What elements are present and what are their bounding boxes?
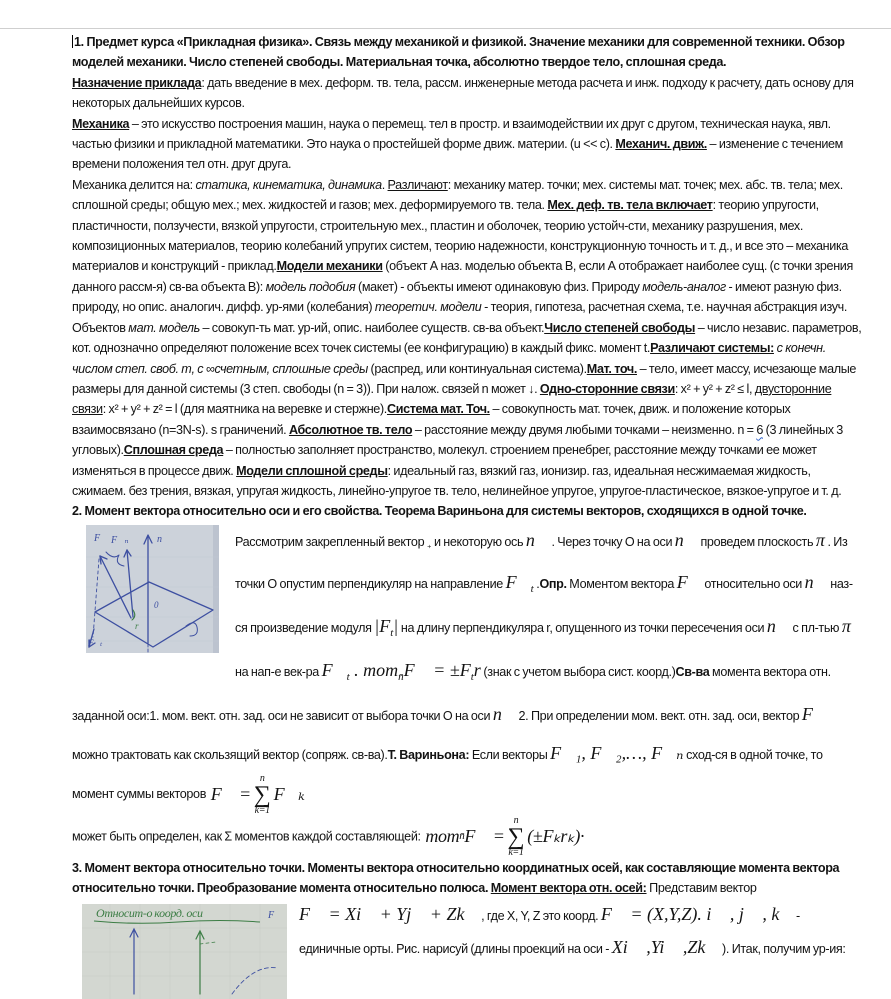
fig1-label-n: n⃗ — [157, 533, 170, 545]
sum-lower-limit: k=1 — [508, 846, 524, 858]
fig1-label-r: r — [135, 620, 139, 631]
sum-lower-limit: k=1 — [254, 804, 270, 816]
moment-of-vector-diagram-image — [86, 525, 219, 653]
topic-2-body — [72, 522, 862, 858]
mechanics-definition-paragraph: Механика – это искусство построения машин, наука о перемещ. тел в простр. и взаимодействии их друг с другом, техническая наука, явл. частью физики и прикладной математики. Это наука о простейшей форме движ. материи. (u << c). Механич. движ. – изменение с течением времени положения тел отн. друг друга. — [72, 116, 843, 172]
formula-lhs: F⃗ = — [210, 784, 251, 805]
fig1-label-o: 0 — [154, 599, 159, 610]
sigma-symbol: ∑ — [253, 781, 271, 808]
hand-drawn-coordinate-axes-sketch — [82, 904, 287, 999]
text-cursor — [72, 35, 73, 48]
topic-3-text: F⃗ = Xi⃗ + Yj⃗ + Zk⃗ , где X, Y, Z это коорд. F⃗ = (X,Y,Z). i⃗ , j⃗ , k⃗ - единичные орты. Рис. нарисуй (длины проекций на оси - Xi⃗ ,Yi⃗ ,Zk⃗ ). Итак, получим ур-ия: — [299, 903, 846, 957]
fig2-label-f: F⃗ — [268, 909, 282, 921]
purpose-paragraph: Назначение приклада: дать введение в мех. деформ. тв. тела, рассм. инженерные метода расчета и инж. подходу к расчету, дать основу для некоторых дальнейших курсов. — [72, 75, 854, 111]
sigma-symbol: ∑ — [507, 823, 525, 850]
moment-sum-formula — [425, 816, 584, 858]
fig1-label-f: F⃗ — [94, 532, 108, 544]
hand-drawn-axis-moment-diagram — [86, 525, 219, 653]
mechanics-models-paragraph: Механика делится на: статика, кинематика, динамика. Различают: механику матер. точки; мех. системы мат. точек; мех. абс. тв. тела; мех. сплошной среды; общую мех.; мех. жидкостей и газов; мех. деформируемого тв. тела. Мех. деф. тв. тела включает: теорию упругости, пластичности, ползучести, вязкой упругости, строительную мех., пластин и оболочек, теорию устойч-сти, механику разрушения, мех. композиционных материалов, теорию колебаний упругих систем, теорию надежности, конструкционную точность и т. д., и все это – механика материалов и конструкций - приклад.Модели механики (объект А наз. моделью объекта В, если А отображает наиболее сущ. (с точки зрения данного рассм-я) св-ва объекта В): модель подобия (макет) - объекты имеют одинаковую физ. Природу модель-аналог - имеют разную физ. природу, но опис. аналогич. дифф. ур-ями (колебания) теоретич. модели - теория, гипотеза, расчетная схема, т.е. научная абстракция изуч. Объектов мат. модель – совокуп-ть мат. ур-ий, опис. наиболее существ. св-ва объект.Число степеней свободы – число независ. параметров, кот. однозначно определяют положение всех точек системы (ее конфигурацию) в каждый фикс. момент t.Различают системы: с конечн. числом степ. своб. m, с ∞счетным, сплошные среды (распред, или континуальная система).Мат. точ. – тело, имеет массу, исчезающе малые размеры для данной системы (3 степ. свободы (n = 3)). При налож. связей n может ↓. Одно-сторонние связи: x² + y² + z² ≤ l, двусторонние связи: x² + y² + z² = l (для маятника на веревке и стержне).Система мат. Точ. – совокупность мат. точек, движ. и положение которых взаимосвязано (n=3N-s). s граничений. Абсолютное тв. тело – расстояние между двумя любыми точками – неизменно. n = 6 (3 линейных 3 угловых).Сплошная среда – полностью заполняет пространство, молекул. строением пренебрег, расстояние между точками ее может изменяться в процессе движ. Модели сплошной среды: идеальный газ, вязкий газ, ионизир. газ, идеальная несжимаемая жидкость, сжимаем. без трения, вязкая, упругая жидкость, линейно-упругое тв. тело, нелинейное упругое, упругое-пластическое, вязкое-упругое и т. д. — [72, 177, 862, 498]
formula-word: mom — [425, 826, 460, 847]
sum-upper-limit: n — [259, 772, 265, 784]
varignon-sum-formula — [211, 774, 305, 816]
fig2-green-caption: Относит-о коорд. оси — [96, 905, 203, 920]
sum-upper-limit: n — [513, 814, 519, 826]
topic-2-text-part2: может быть определен, как Σ моментов каждой составляющей: — [72, 829, 424, 844]
page-top-edge — [0, 28, 891, 29]
topic-3-heading: 3. Момент вектора относительно точки. Моменты вектора относительно координатных осей, как составляющие момента вектора относительно точки. Преобразование момента относительно полюса. Момент вектора отн. осей: Представим вектор — [72, 860, 840, 896]
topic-1-heading-text: 1. Предмет курса «Прикладная физика». Связь между механикой и физикой. Значение механики для современной техники. Обзор моделей механики. Число степеней свободы. Материальная точка, абсолютно твердое тело, сплошная среда. — [72, 35, 845, 70]
fig1-label-fn: F⃗ₙ — [111, 534, 129, 546]
formula-rhs: (±Fₖrₖ)· — [527, 826, 585, 847]
formula-word-sub: n̄ — [459, 830, 465, 843]
coordinate-axes-sketch-image — [82, 904, 287, 999]
document-content — [0, 32, 891, 999]
topic-3-body — [72, 899, 862, 965]
fig1-label-ft: F⃗ₜ — [88, 637, 103, 648]
topic-1-heading — [72, 32, 862, 73]
topic-2-heading: 2. Момент вектора относительно оси и его свойства. Теорема Вариньона для системы векторов, сходящихся в одной точке. — [72, 504, 807, 519]
formula-rhs: F⃗ₖ — [273, 784, 305, 805]
topic-2-text-part1: Рассмотрим закрепленный вектор ₊ и некоторую ось n⃗ . Через точку О на оси n⃗ проведем плоскость π . Из точки О опустим перпендикуляр на направление F⃗t .Опр. Моментом вектора F⃗ относительно оси n⃗ наз-ся произведение модуля |Ft| на длину перпендикуляра r, опущенного из точки пересечения оси n⃗ с пл-тью π на нап-е век-ра F⃗t . momn̄F⃗ = ±Ftr (знак с учетом выбора сист. коорд.)Св-ва момента вектора отн. заданной оси:1. мом. вект. отн. зад. оси не зависит от выбора точки О на оси n⃗ 2. При определении мом. вект. отн. зад. оси, вектор F⃗ можно трактовать как скользящий вектор (сопряж. св-ва).Т. Вариньона: Если векторы F⃗₁, F⃗₂,…, F⃗ₙ сход-ся в одной точке, то момент суммы векторов — [72, 529, 853, 802]
formula-lhs: F⃗ = — [464, 826, 505, 847]
